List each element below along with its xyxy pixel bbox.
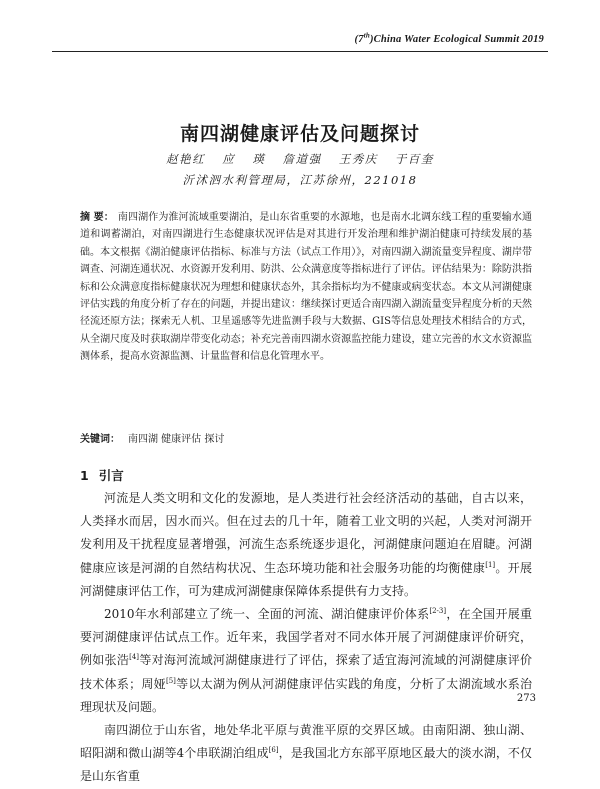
section-body	[80, 487, 532, 789]
abstract-label: 摘 要：	[80, 212, 114, 223]
running-header: (7th)China Water Ecological Summit 2019	[354, 31, 544, 45]
citation: [6]	[268, 746, 279, 755]
keywords-label: 关键词：	[80, 434, 120, 445]
citation: [1]	[485, 560, 496, 569]
citation: [5]	[165, 676, 176, 685]
section-heading	[80, 466, 124, 484]
body-paragraph: 南四湖位于山东省，地处华北平原与黄淮平原的交界区域。由南阳湖、独山湖、昭阳湖和微山湖等4个串联湖泊组成[6]，是我国北方东部平原地区最大的淡水湖，不仅是山东省重	[80, 723, 532, 784]
citation: [2-3]	[429, 607, 447, 616]
section-title: 引言	[98, 468, 124, 483]
abstract	[80, 209, 532, 366]
header-rule	[52, 51, 548, 52]
keywords	[80, 430, 532, 445]
paper-title: 南四湖健康评估及问题探讨	[179, 123, 420, 145]
citation: [4]	[129, 653, 140, 662]
paper-authors: 赵艳红 应 瑛 詹道强 王秀庆 于百奎	[166, 152, 434, 166]
keywords-text: 南四湖 健康评估 探讨	[128, 434, 225, 445]
body-paragraph: 河流是人类文明和文化的发源地，是人类进行社会经济活动的基础，自古以来，人类择水而居，因水而兴。但在过去的几十年，随着工业文明的兴起，人类对河湖开发利用及干扰程度显著增强，河流生态系统逐步退化，河湖健康问题迫在眉睫。河湖健康应该是河湖的自然结构状况、生态环境功能和社会服务功能的均衡健康[1]。开展河湖健康评估工作，可为建成河湖健康保障体系提供有力支持。	[80, 491, 532, 598]
abstract-text: 南四湖作为淮河流域重要湖泊，是山东省重要的水源地，也是南水北调东线工程的重要输水通道和调蓄湖泊，对南四湖进行生态健康状况评估是对其进行开发治理和维护湖泊健康可持续发展的基础。本文根据《湖泊健康评估指标、标准与方法（试点工作用）》，对南四湖入湖流量变异程度、湖岸带调查、河湖连通状况、水资源开发利用、防洪、公众满意度等指标进行了评估。评估结果为：除防洪指标和公众满意度指标健康状况为理想和健康状态外，其余指标均为不健康或病变状态。本文从河湖健康评估实践的角度分析了存在的问题，并提出建议：继续探讨更适合南四湖入湖流量变异程度分析的天然径流还原方法；探索无人机、卫星遥感等先进监测手段与大数据、GIS等信息处理技术相结合的方式，从全湖尺度及时获取湖岸带变化动态；补充完善南四湖水资源监控能力建设，建立完善的水文水资源监测体系，提高水资源监测、计量监督和信息化管理水平。	[80, 212, 533, 363]
body-paragraph: 2010年水利部建立了统一、全面的河流、湖泊健康评价体系[2-3]，在全国开展重要河湖健康评估试点工作。近年来，我国学者对不同水体开展了河湖健康评价研究，例如张浩[4]等对海河流域河湖健康进行了评估，探索了适宜海河流域的河湖健康评价技术体系；周娅[5]等以太湖为例从河湖健康评估实践的角度，分析了太湖流域水系治理现状及问题。	[80, 607, 532, 714]
page-number: 273	[516, 693, 536, 704]
paper-affiliation: 沂沭泗水利管理局，江苏徐州，221018	[182, 173, 418, 187]
section-number: 1	[80, 468, 89, 483]
